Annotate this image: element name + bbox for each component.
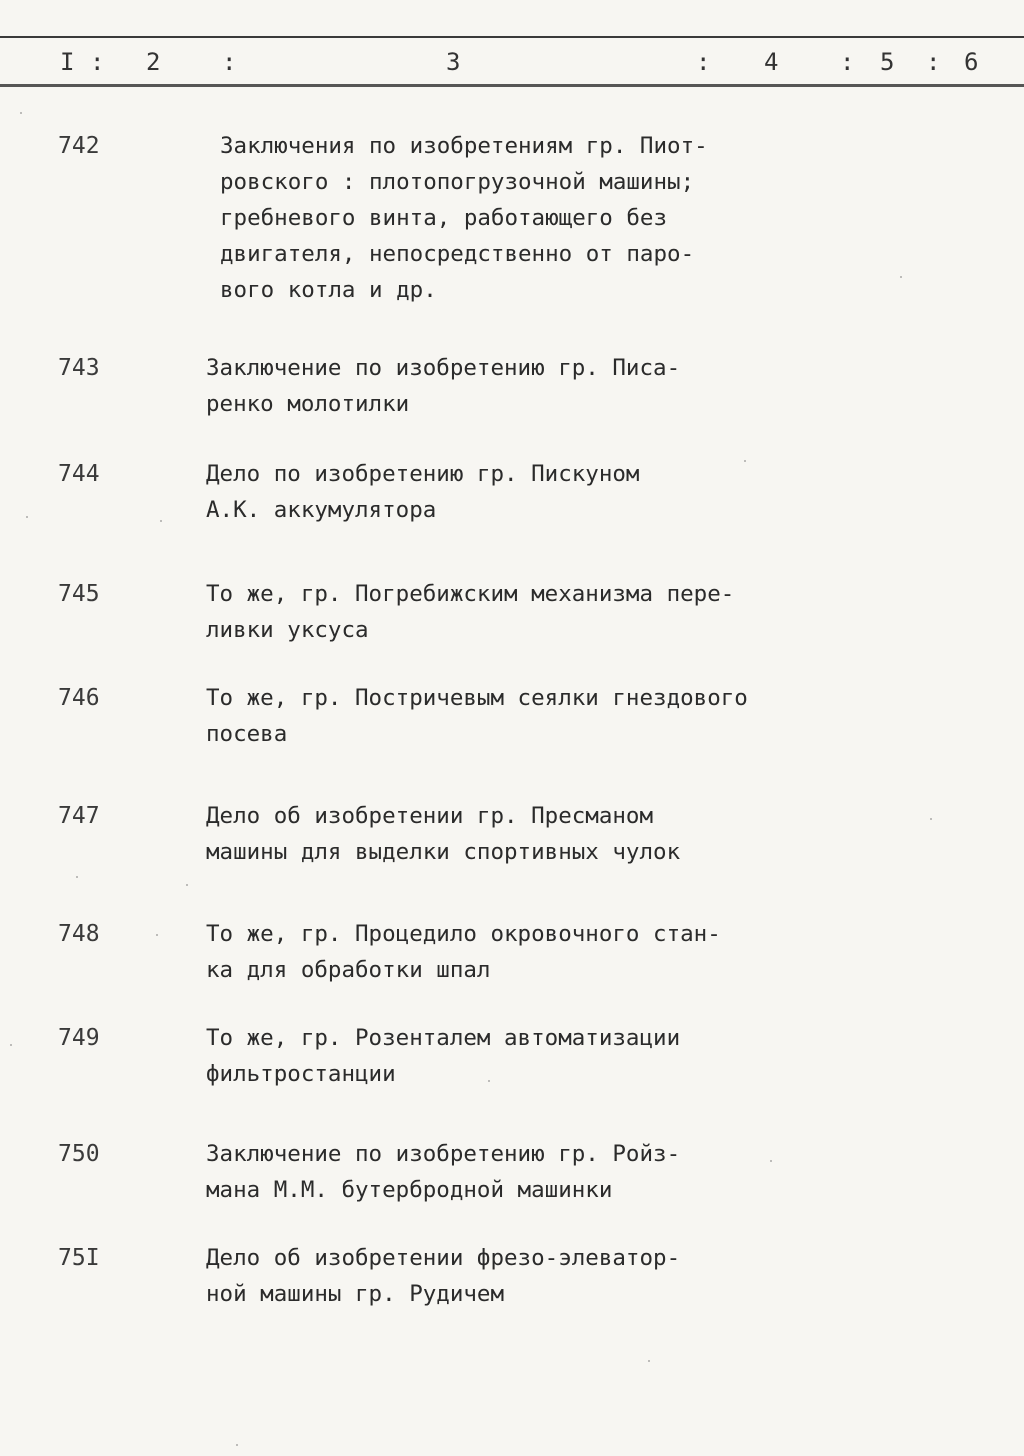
entry-description (206, 576, 734, 648)
entry-description (206, 1136, 680, 1208)
scan-speck (26, 516, 28, 518)
entry-line: То же, гр. Розенталем автоматизации (206, 1025, 681, 1051)
column-header-2: 2 (146, 48, 161, 76)
scan-speck (648, 1360, 650, 1362)
entry-number: 745 (58, 581, 100, 607)
entry-line: То же, гр. Процедило окровочного стан- (206, 921, 721, 947)
entry-description (206, 456, 639, 528)
column-header-1: I (60, 48, 75, 76)
entry-line: ливки уксуса (206, 617, 369, 643)
entry-line: То же, гр. Погребижским механизма пере- (206, 581, 735, 607)
entry-line: Заключения по изобретениям гр. Пиот- (220, 133, 708, 159)
entry-line: фильтростанции (206, 1061, 396, 1087)
entry-number: 743 (58, 355, 100, 381)
entry-description (206, 1240, 680, 1312)
scan-speck (236, 1444, 238, 1446)
scan-speck (488, 1080, 490, 1082)
entry-number: 742 (58, 133, 100, 159)
entry-line: Заключение по изобретению гр. Ройз- (206, 1141, 681, 1167)
entry-line: Дело об изобретении гр. Пресманом (206, 803, 654, 829)
scan-speck (770, 1160, 772, 1162)
entry-number: 748 (58, 921, 100, 947)
entry-number: 744 (58, 461, 100, 487)
entry-line: мана М.М. бутербродной машинки (206, 1177, 613, 1203)
column-header-5: 5 (880, 48, 895, 76)
entry-number: 749 (58, 1025, 100, 1051)
column-header-4: 4 (764, 48, 779, 76)
entry-line: ровского : плотопогрузочной машины; (220, 169, 695, 195)
entry-description (206, 350, 680, 422)
header-top-rule (0, 36, 1024, 38)
entry-line: машины для выделки спортивных чулок (206, 839, 681, 865)
column-separator: : (926, 48, 941, 76)
entry-line: двигателя, непосредственно от паро- (220, 241, 695, 267)
column-header-3: 3 (446, 48, 461, 76)
scan-speck (20, 112, 22, 114)
entry-description (206, 1020, 680, 1092)
header-bottom-rule (0, 84, 1024, 87)
scan-speck (10, 1044, 12, 1046)
entry-line: гребневого винта, работающего без (220, 205, 668, 231)
entry-number: 746 (58, 685, 100, 711)
column-separator: : (696, 48, 711, 76)
column-separator: : (840, 48, 855, 76)
entry-description (206, 680, 748, 752)
entry-number: 747 (58, 803, 100, 829)
entry-description (206, 916, 721, 988)
scan-speck (76, 876, 78, 878)
scan-speck (900, 276, 902, 278)
entry-number: 75I (58, 1245, 100, 1271)
column-separator: : (222, 48, 237, 76)
entry-description (206, 798, 680, 870)
scan-speck (160, 520, 162, 522)
column-separator: : (90, 48, 105, 76)
entry-line: ренко молотилки (206, 391, 410, 417)
scan-speck (930, 818, 932, 820)
entry-line: ной машины гр. Рудичем (206, 1281, 505, 1307)
entry-line: А.К. аккумулятора (206, 497, 437, 523)
column-header-6: 6 (964, 48, 979, 76)
entry-line: посева (206, 721, 288, 747)
entry-line: вого котла и др. (220, 277, 437, 303)
entry-description (220, 128, 708, 308)
entry-line: То же, гр. Постричевым сеялки гнездового (206, 685, 748, 711)
entry-line: Дело об изобретении фрезо-элеватор- (206, 1245, 681, 1271)
scan-speck (156, 934, 158, 936)
entry-line: Заключение по изобретению гр. Писа- (206, 355, 681, 381)
entry-number: 750 (58, 1141, 100, 1167)
entry-line: Дело по изобретению гр. Пискуном (206, 461, 640, 487)
entry-line: ка для обработки шпал (206, 957, 491, 983)
scan-speck (186, 884, 188, 886)
scan-speck (744, 460, 746, 462)
